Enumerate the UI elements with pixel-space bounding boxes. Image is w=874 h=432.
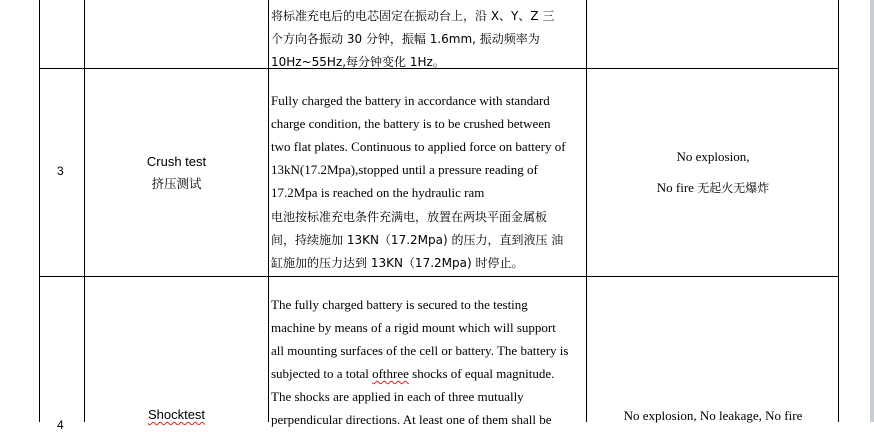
table-left-border [39,0,40,422]
requirement-line [271,362,586,385]
requirement-line: 13kN(17.2Mpa),stopped until a pressure reading of [271,162,538,177]
test-result [588,400,838,431]
requirement-line: 10Hz~55Hz,每分钟变化 1Hz。 [271,55,445,69]
result-zh: 无起火无爆炸 [697,181,770,195]
result-line: No explosion, [676,149,750,164]
requirement-line: machine by means of a rigid mount which will support [271,320,556,335]
row-number: 3 [57,164,64,178]
result-line: No explosion, No leakage, No fire [623,408,803,423]
test-name [85,404,268,426]
test-name-en: Crush test [146,154,207,169]
test-name-en: Shocktest [147,407,206,422]
requirement-line: all mounting surfaces of the cell or battery. The battery is [271,343,569,358]
shock-requirement [271,293,586,431]
requirement-line: 电池按标准充电条件充满电，放置在两块平面金属板 [271,210,548,224]
requirement-line: Fully charged the battery in accordance with standard [271,93,550,108]
requirement-line: 间，持续施加 13KN（17.2Mpa) 的压力，直到液压 油 [271,233,564,247]
requirement-fragment: shocks of equal magnitude. [408,366,555,381]
column-divider-number [84,0,85,422]
row-number: 4 [57,418,64,432]
requirement-line: 将标准充电后的电芯固定在振动台上，沿 X、Y、Z 三 [271,9,555,23]
vibration-requirement-zh [271,5,586,74]
requirement-line: two flat plates. Continuous to applied force on battery of [271,139,566,154]
test-result [588,141,838,204]
requirement-line: 17.2Mpa is reached on the hydraulic ram [271,185,485,200]
result-en: No fire [656,180,694,195]
result-line [588,172,838,204]
requirement-line: The shocks are applied in each of three mutually [271,389,524,404]
table-right-border [838,0,839,422]
crush-requirement [271,89,586,275]
test-name-zh: 挤压测试 [151,176,202,191]
requirement-line: 个方向各振动 30 分钟，振幅 1.6mm, 振动频率为 [271,32,540,46]
column-divider-name [268,0,269,422]
requirement-line: charge condition, the battery is to be crushed between [271,116,551,131]
test-name [85,151,268,195]
misspelled-word: ofthree [372,366,409,381]
row-divider-2 [39,276,839,277]
requirement-line: perpendicular directions. At least one of them shall be [271,412,552,427]
requirement-fragment: subjected to a total [271,366,373,381]
window-edge [870,0,874,422]
requirement-line: The fully charged battery is secured to the testing [271,297,528,312]
requirement-line: 缸施加的压力达到 13KN（17.2Mpa) 时停止。 [271,256,524,270]
column-divider-requirement [586,0,587,422]
